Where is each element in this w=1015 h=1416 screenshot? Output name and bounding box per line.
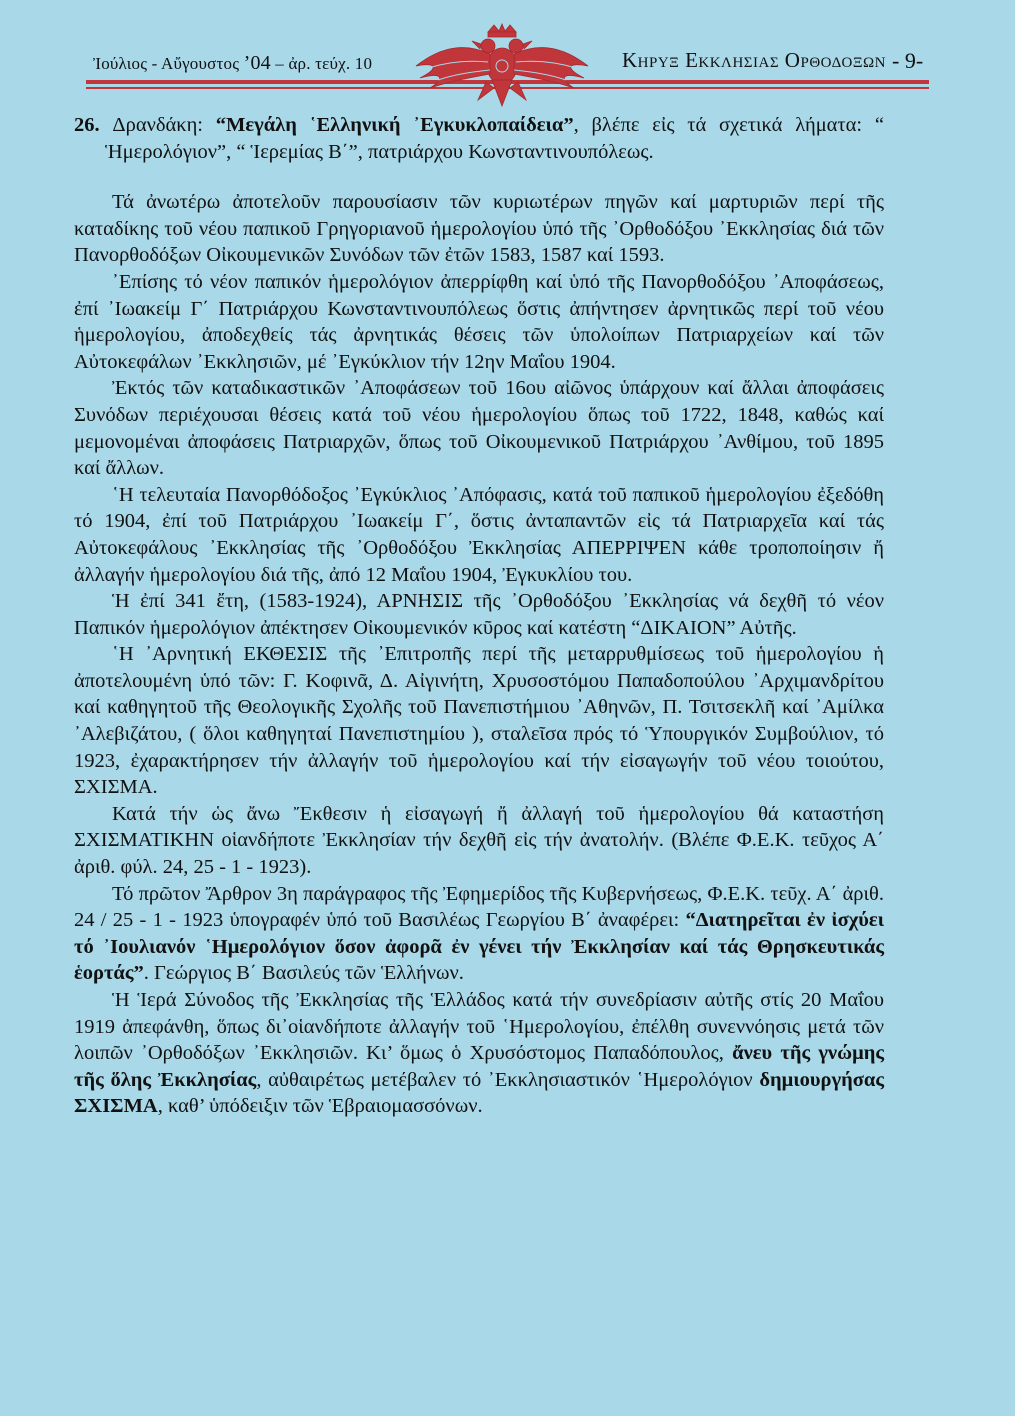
paragraph-8-signature: . Γεώργιος Β΄ Βασιλεύς τῶν Ἑλλήνων. xyxy=(143,962,464,985)
paragraph-4: ῾Η τελευταία Πανορθόδοξος ᾽Εγκύκλιος ᾽Απόφασις, κατά τοῦ παπικοῦ ἡμερολογίου ἐξεδόθη τό 1904, ἐπί τοῦ Πατριάρχου ᾽Ιωακείμ Γ΄, ὅστις ἀνταπαντῶν εἰς τά Πατριαρχεῖα καί τάς Αὐτοκεφάλους ᾽Εκκλησίας τῆς ᾽Ορθοδόξου Ἐκκλησίας ΑΠΕΡΡΙΨΕΝ κάθε τροποποίησιν ἤ ἀλλαγήν ἡμερολογίου διά τῆς, ἀπό 12 Μαΐου 1904, Ἐγκυκλίου του. xyxy=(74,483,884,586)
issue-months: Ἰούλιος - Αὔγουστος xyxy=(93,54,244,73)
paragraph-9-text-end: , καθ’ ὑπόδειξιν τῶν Ἑβραιομασσόνων. xyxy=(157,1095,483,1118)
journal-title: Κηρυξ Εκκλησιας Ορθοδοξων xyxy=(622,48,886,72)
paragraph-9 xyxy=(74,987,884,1120)
paragraph-2: ᾽Επίσης τό νέον παπικόν ἡμερολόγιον ἀπερρίφθη καί ὑπό τῆς Πανορθοδόξου ᾽Αποφάσεως, ἐπί ᾽Ιωακείμ Γ΄ Πατριάρχου Κωνσταντινουπόλεως ὅστις ἀπήντησεν ἀρνητικῶς περί τοῦ νέου ἡμερολογίου, ἀποδεχθείς τάς ἀρνητικάς θέσεις τῶν ὑπολοίπων Πατριαρχείων καί τῶν Αὐτοκεφάλων ᾽Εκκλησιῶν, μέ ᾽Εγκύκλιον τήν 12ην Μαΐου 1904. xyxy=(74,270,884,373)
issue-year: ’04 xyxy=(243,52,271,74)
issue-separator: – xyxy=(270,54,289,73)
double-headed-eagle-emblem xyxy=(408,22,596,114)
article-body xyxy=(74,112,884,1120)
paragraph-9-emphasis-1: ἄνευ τῆς γνώμης τῆς ὅλης Ἐκκλησίας xyxy=(74,1042,884,1091)
footnote-bold-title: “Μεγάλη ῾Ελληνική ᾽Εγκυκλοπαίδεια” xyxy=(215,114,574,136)
paragraph-8-quote: “Διατηρεῖται ἐν ἰσχύει τό ᾽Ιουλιανόν ῾Ημερολόγιον ὅσον ἀφορᾶ ἐν γένει τήν Ἐκκλησίαν καί τάς Θρησκευτικάς ἑορτάς” xyxy=(74,909,884,985)
paragraph-7: Κατά τήν ὡς ἄνω Ἔκθεσιν ἡ εἰσαγωγή ἤ ἀλλαγή τοῦ ἡμερολογίου θά καταστήση ΣΧΙΣΜΑΤΙΚΗΝ οἱανδήποτε Ἐκκλησίαν τήν δεχθῆ εἰς τήν ἀνατολήν. (Βλέπε Φ.Ε.Κ. τεῦχος Α΄ ἀριθ. φύλ. 24, 25 - 1 - 1923). xyxy=(74,802,884,879)
page-header xyxy=(0,0,1015,100)
paragraph-8-text: Τό πρῶτον Ἄρθρον 3η παράγραφος τῆς Ἐφημερίδος τῆς Κυβερνήσεως, Φ.Ε.Κ. τεῦχ. Α΄ ἀριθ. 24 / 25 - 1 - 1923 ὑπογραφέν ὑπό τοῦ Βασιλέως Γεωργίου Β΄ ἀναφέρει: xyxy=(74,882,884,932)
footnote-text: Δρανδάκη: xyxy=(112,114,216,136)
paragraph-8 xyxy=(74,881,884,987)
paragraph-9-text: Ἡ Ἱερά Σύνοδος τῆς Ἐκκλησίας τῆς Ἑλλάδος κατά τήν συνεδρίασιν αὐτῆς στίς 20 Μαΐου 1919 ἀπεφάνθη, ὅπως δι᾽οἱανδήποτε ἀλλαγήν τοῦ ῾Ημερολογίου, ἐπέλθη συνεννόησις μετά τῶν λοιπῶν ᾽Ορθοδόξων ᾽Εκκλησιῶν. Κι’ ὅμως ὁ Χρυσόστομος Παπαδόπουλος, xyxy=(74,989,884,1065)
paragraph-5: Ἡ ἐπί 341 ἔτη, (1583-1924), ΑΡΝΗΣΙΣ τῆς ᾽Ορθοδόξου ᾽Εκκλησίας νά δεχθῆ τό νέον Παπικόν ἡμερολόγιον ἀπέκτησεν Οἰκουμενικόν κῦρος καί κατέστη “ΔΙΚΑΙΟΝ” Αὐτῆς. xyxy=(74,590,884,639)
issue-number: ἀρ. τεύχ. 10 xyxy=(288,54,373,73)
page-number: - 9- xyxy=(892,48,924,73)
issue-info xyxy=(93,52,372,75)
footnote-number: 26. xyxy=(74,114,113,136)
paragraph-9-emphasis-2: δημιουργήσας ΣΧΙΣΜΑ xyxy=(74,1068,884,1118)
paragraph-3: Ἐκτός τῶν καταδικαστικῶν ᾽Αποφάσεων τοῦ 16ου αἰῶνος ὑπάρχουν καί ἄλλαι ἀποφάσεις Συνόδων περιέχουσαι θέσεις κατά τοῦ νέου ἡμερολογίου ὅπως τοῦ 1722, 1848, καθώς καί μεμονομέναι ἀποφάσεις Πατριαρχῶν, ὅπως τοῦ Οἰκουμενικοῦ Πατριάρχου ᾽Ανθίμου, τοῦ 1895 καί ἄλλων. xyxy=(74,377,884,480)
footnote-26 xyxy=(74,112,884,165)
footnote-text-end: , βλέπε εἰς τά σχετικά λήματα: “ Ἡμερολόγιον”, “ Ἱερεμίας Β΄”, πατριάρχου Κωνσταντινουπόλεως. xyxy=(105,114,884,163)
paragraph-6: ῾Η ᾽Αρνητική ΕΚΘΕΣΙΣ τῆς ᾽Επιτροπῆς περί τῆς μεταρρυθμίσεως τοῦ ἡμερολογίου ἡ ἀποτελουμένη ὑπό τῶν: Γ. Κοφινᾶ, Δ. Αἰγινήτη, Χρυσοστόμου Παπαδοπούλου ᾽Αρχιμανδρίτου καί καθηγητοῦ τῆς Θεολογικῆς Σχολῆς τοῦ Πανεπιστήμιου ᾽Αθηνῶν, Π. Τσιτσεκλῆ καί ᾽Αμίλκα ᾽Αλεβιζάτου, ( ὅλοι καθηγηταί Πανεπιστημίου ), σταλεῖσα πρός τό Ὑπουργικόν Συμβούλιον, τό 1923, ἐχαρακτήρησεν τήν ἀλλαγήν τοῦ ἡμερολογίου καί τήν εἰσαγωγήν τοῦ νέου τοιούτου, ΣΧΙΣΜΑ. xyxy=(74,643,884,799)
paragraph-1: Τά ἀνωτέρω ἀποτελοῦν παρουσίασιν τῶν κυριωτέρων πηγῶν καί μαρτυριῶν περί τῆς καταδίκης τοῦ νέου παπικοῦ Γρηγοριανοῦ ἡμερολογίου ὑπό τῆς ᾽Ορθοδόξου ᾽Εκκλησίας διά τῶν Πανορθοδόξων Οἰκουμενικῶν Συνόδων τῶν ἐτῶν 1583, 1587 καί 1593. xyxy=(74,191,884,267)
paragraph-9-text-mid: , αὐθαιρέτως μετέβαλεν τό ᾽Εκκλησιαστικόν ῾Ημερολόγιον xyxy=(256,1068,760,1091)
